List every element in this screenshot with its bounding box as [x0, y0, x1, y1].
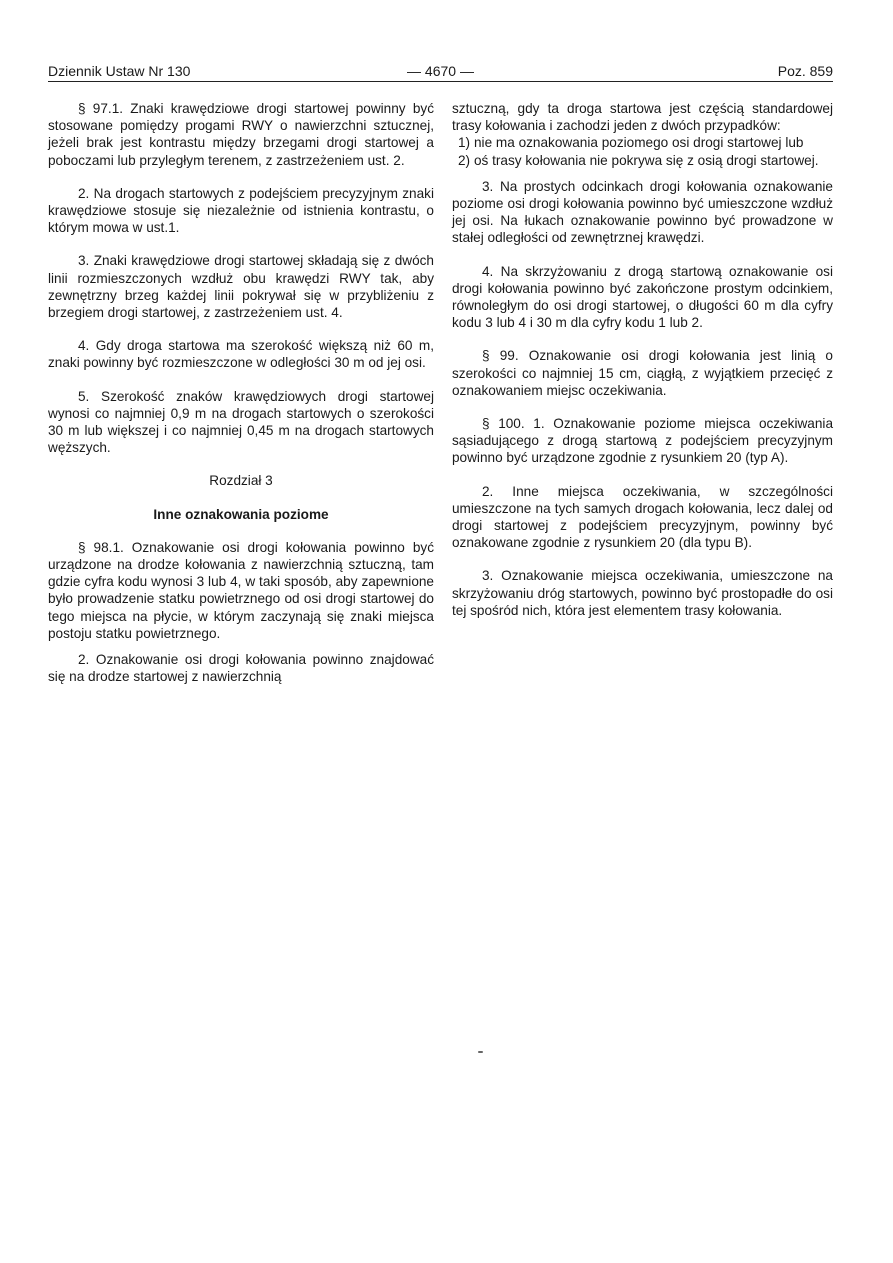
list-item-text: oś trasy kołowania nie pokrywa się z osią drogi startowej.	[474, 152, 819, 168]
list-item-number: 2)	[458, 152, 471, 168]
paragraph-98-2-start: 2. Oznakowanie osi drogi kołowania powinno znajdować się na drodze startowej z nawierzchnią	[48, 652, 434, 685]
paragraph-99: § 99. Oznakowanie osi drogi kołowania jest linią o szerokości co najmniej 15 cm, ciągłą, z wyjątkiem przecięć z oznakowaniem miejsc oczekiwania.	[452, 348, 833, 398]
chapter-title: Inne oznakowania poziome	[153, 506, 329, 522]
scan-speck	[478, 1051, 483, 1053]
paragraph-98-3: 3. Na prostych odcinkach drogi kołowania oznakowanie poziome osi drogi kołowania powinno być umieszczone wzdłuż jej osi. Na łukach oznakowanie powinno być prowadzone w stałej odległości od zewnętrznej krawędzi.	[452, 178, 833, 246]
list-item-number: 1)	[458, 135, 471, 151]
header-rule	[48, 81, 833, 82]
paragraph-98-4: 4. Na skrzyżowaniu z drogą startową oznakowanie osi drogi kołowania powinno być zakończone prostym odcinkiem, równoległym do osi drogi startowej, o długości 60 m dla cyfry kodu 3 lub 4 i 30 m dla cyfry kodu 1 lub 2.	[452, 263, 833, 331]
list-item	[452, 152, 833, 169]
paragraph-100-2: 2. Inne miejsca oczekiwania, w szczególności umieszczone na tych samych drogach kołowania, lecz dalej od drogi startowej z podejściem precyzyjnym, powinny być oznakowane zgodnie z rysunkiem 20 (dla typu B).	[452, 483, 833, 551]
paragraph-98-1: § 98.1. Oznakowanie osi drogi kołowania powinno być urządzone na drodze kołowania z nawierzchnią sztuczną, tam gdzie cyfra kodu wynosi 3 lub 4, w taki sposób, aby zapewnione było prowadzenie statku powietrznego od osi drogi startowej do tego miejsca na płycie, w którym zaczynają się znaki miejsca postoju statku powietrznego.	[48, 539, 434, 641]
left-column	[48, 100, 434, 685]
page-number: — 4670 —	[407, 63, 474, 79]
paragraph-97-3: 3. Znaki krawędziowe drogi startowej składają się z dwóch linii rozmieszczonych wzdłuż obu krawędzi RWY tak, aby zewnętrzny brzeg każdej linii pokrywał się w przybliżeniu z brzegiem drogi startowej, z zastrzeżeniem ust. 4.	[48, 253, 434, 321]
right-column	[452, 100, 833, 619]
list-item	[452, 134, 833, 151]
paragraph-97-1: § 97.1. Znaki krawędziowe drogi startowej powinny być stosowane pomiędzy progami RWY o nawierzchni sztucznej, jeżeli brak jest kontrastu między brzegami drogi startowej a poboczami lub przyległym terenem, z zastrzeżeniem ust. 2.	[48, 101, 434, 168]
paragraph-100-3: 3. Oznakowanie miejsca oczekiwania, umieszczone na skrzyżowaniu dróg startowych, powinno być prostopadłe do osi tej spośród nich, która jest elementem trasy kołowania.	[452, 568, 833, 618]
paragraph-100-1: § 100. 1. Oznakowanie poziome miejsca oczekiwania sąsiadującego z drogą startową z podejściem precyzyjnym powinno być urządzone zgodnie z rysunkiem 20 (typ A).	[452, 416, 833, 466]
list-item-text: nie ma oznakowania poziomego osi drogi startowej lub	[474, 135, 804, 151]
paragraph-97-5: 5. Szerokość znaków krawędziowych drogi startowej wynosi co najmniej 0,9 m na drogach startowych o szerokości 30 m lub większej i co najmniej 0,45 m na drogach startowych węższych.	[48, 388, 434, 456]
chapter-number: Rozdział 3	[209, 473, 273, 489]
journal-title: Dziennik Ustaw Nr 130	[48, 63, 191, 79]
page-header	[48, 62, 833, 82]
paragraph-97-2: 2. Na drogach startowych z podejściem precyzyjnym znaki krawędziowe stosuje się niezależnie od istnienia kontrastu, o którym mowa w ust.1.	[48, 185, 434, 236]
paragraph-98-2-continued: sztuczną, gdy ta droga startowa jest częścią standardowej trasy kołowania i zachodzi jeden z dwóch przypadków:	[452, 101, 833, 134]
paragraph-97-4: 4. Gdy droga startowa ma szerokość większą niż 60 m, znaki powinny być rozmieszczone w odległości 30 m od jej osi.	[48, 338, 434, 371]
position-number: Poz. 859	[777, 63, 833, 79]
